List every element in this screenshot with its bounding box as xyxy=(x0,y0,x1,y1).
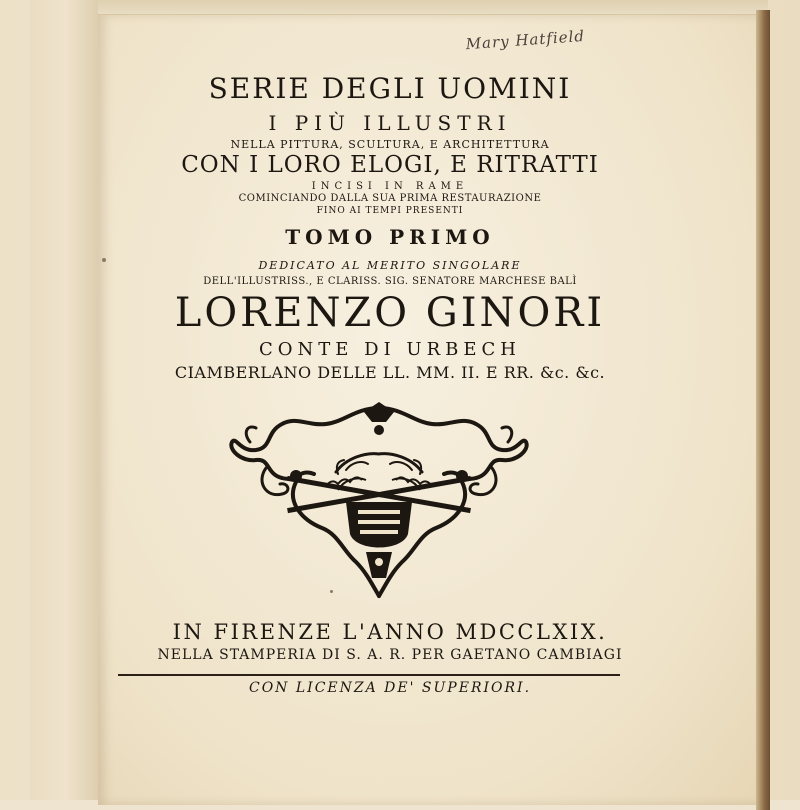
title-line-2: I PIÙ ILLUSTRI xyxy=(268,111,512,135)
title-line-3: NELLA PITTURA, SCULTURA, E ARCHITETTURA xyxy=(230,138,550,151)
title-line-6: COMINCIANDO DALLA SUA PRIMA RESTAURAZIONE xyxy=(238,193,542,204)
imprint-place-year: IN FIRENZE L'ANNO MDCCLXIX. xyxy=(172,620,608,644)
dedicatee-title: CONTE DI URBECH xyxy=(259,339,521,360)
top-page-edge xyxy=(98,0,768,14)
title-line-5: INCISI IN RAME xyxy=(311,181,469,192)
title-line-4: CON I LORO ELOGI, E RITRATTI xyxy=(181,152,599,178)
imprint-printer: NELLA STAMPERIA DI S. A. R. PER GAETANO CAMBIAGI xyxy=(157,647,623,663)
volume-label: TOMO PRIMO xyxy=(285,225,495,249)
dedication-line: DEDICATO AL MERITO SINGOLARE xyxy=(258,259,522,272)
dedicatee-office: CIAMBERLANO DELLE LL. MM. II. E RR. &c. &c. xyxy=(174,363,606,382)
foxing-spot xyxy=(330,590,333,593)
title-line-7: FINO AI TEMPI PRESENTI xyxy=(316,206,464,216)
printers-device-ornament-icon xyxy=(226,402,532,600)
dedicatee-name: LORENZO GINORI xyxy=(174,290,606,336)
title-line-1: SERIE DEGLI UOMINI xyxy=(208,72,572,105)
imprint-license: CON LICENZA DE' SUPERIORI. xyxy=(248,680,532,696)
book-block-edge xyxy=(756,10,770,810)
foxing-spot xyxy=(102,258,106,262)
dedicatee-prefix: DELL'ILLUSTRISS., E CLARISS. SIG. SENATORE MARCHESE BALÌ xyxy=(203,276,577,287)
imprint-rule xyxy=(118,674,620,676)
handwritten-signature: Mary Hatfield xyxy=(465,26,586,54)
